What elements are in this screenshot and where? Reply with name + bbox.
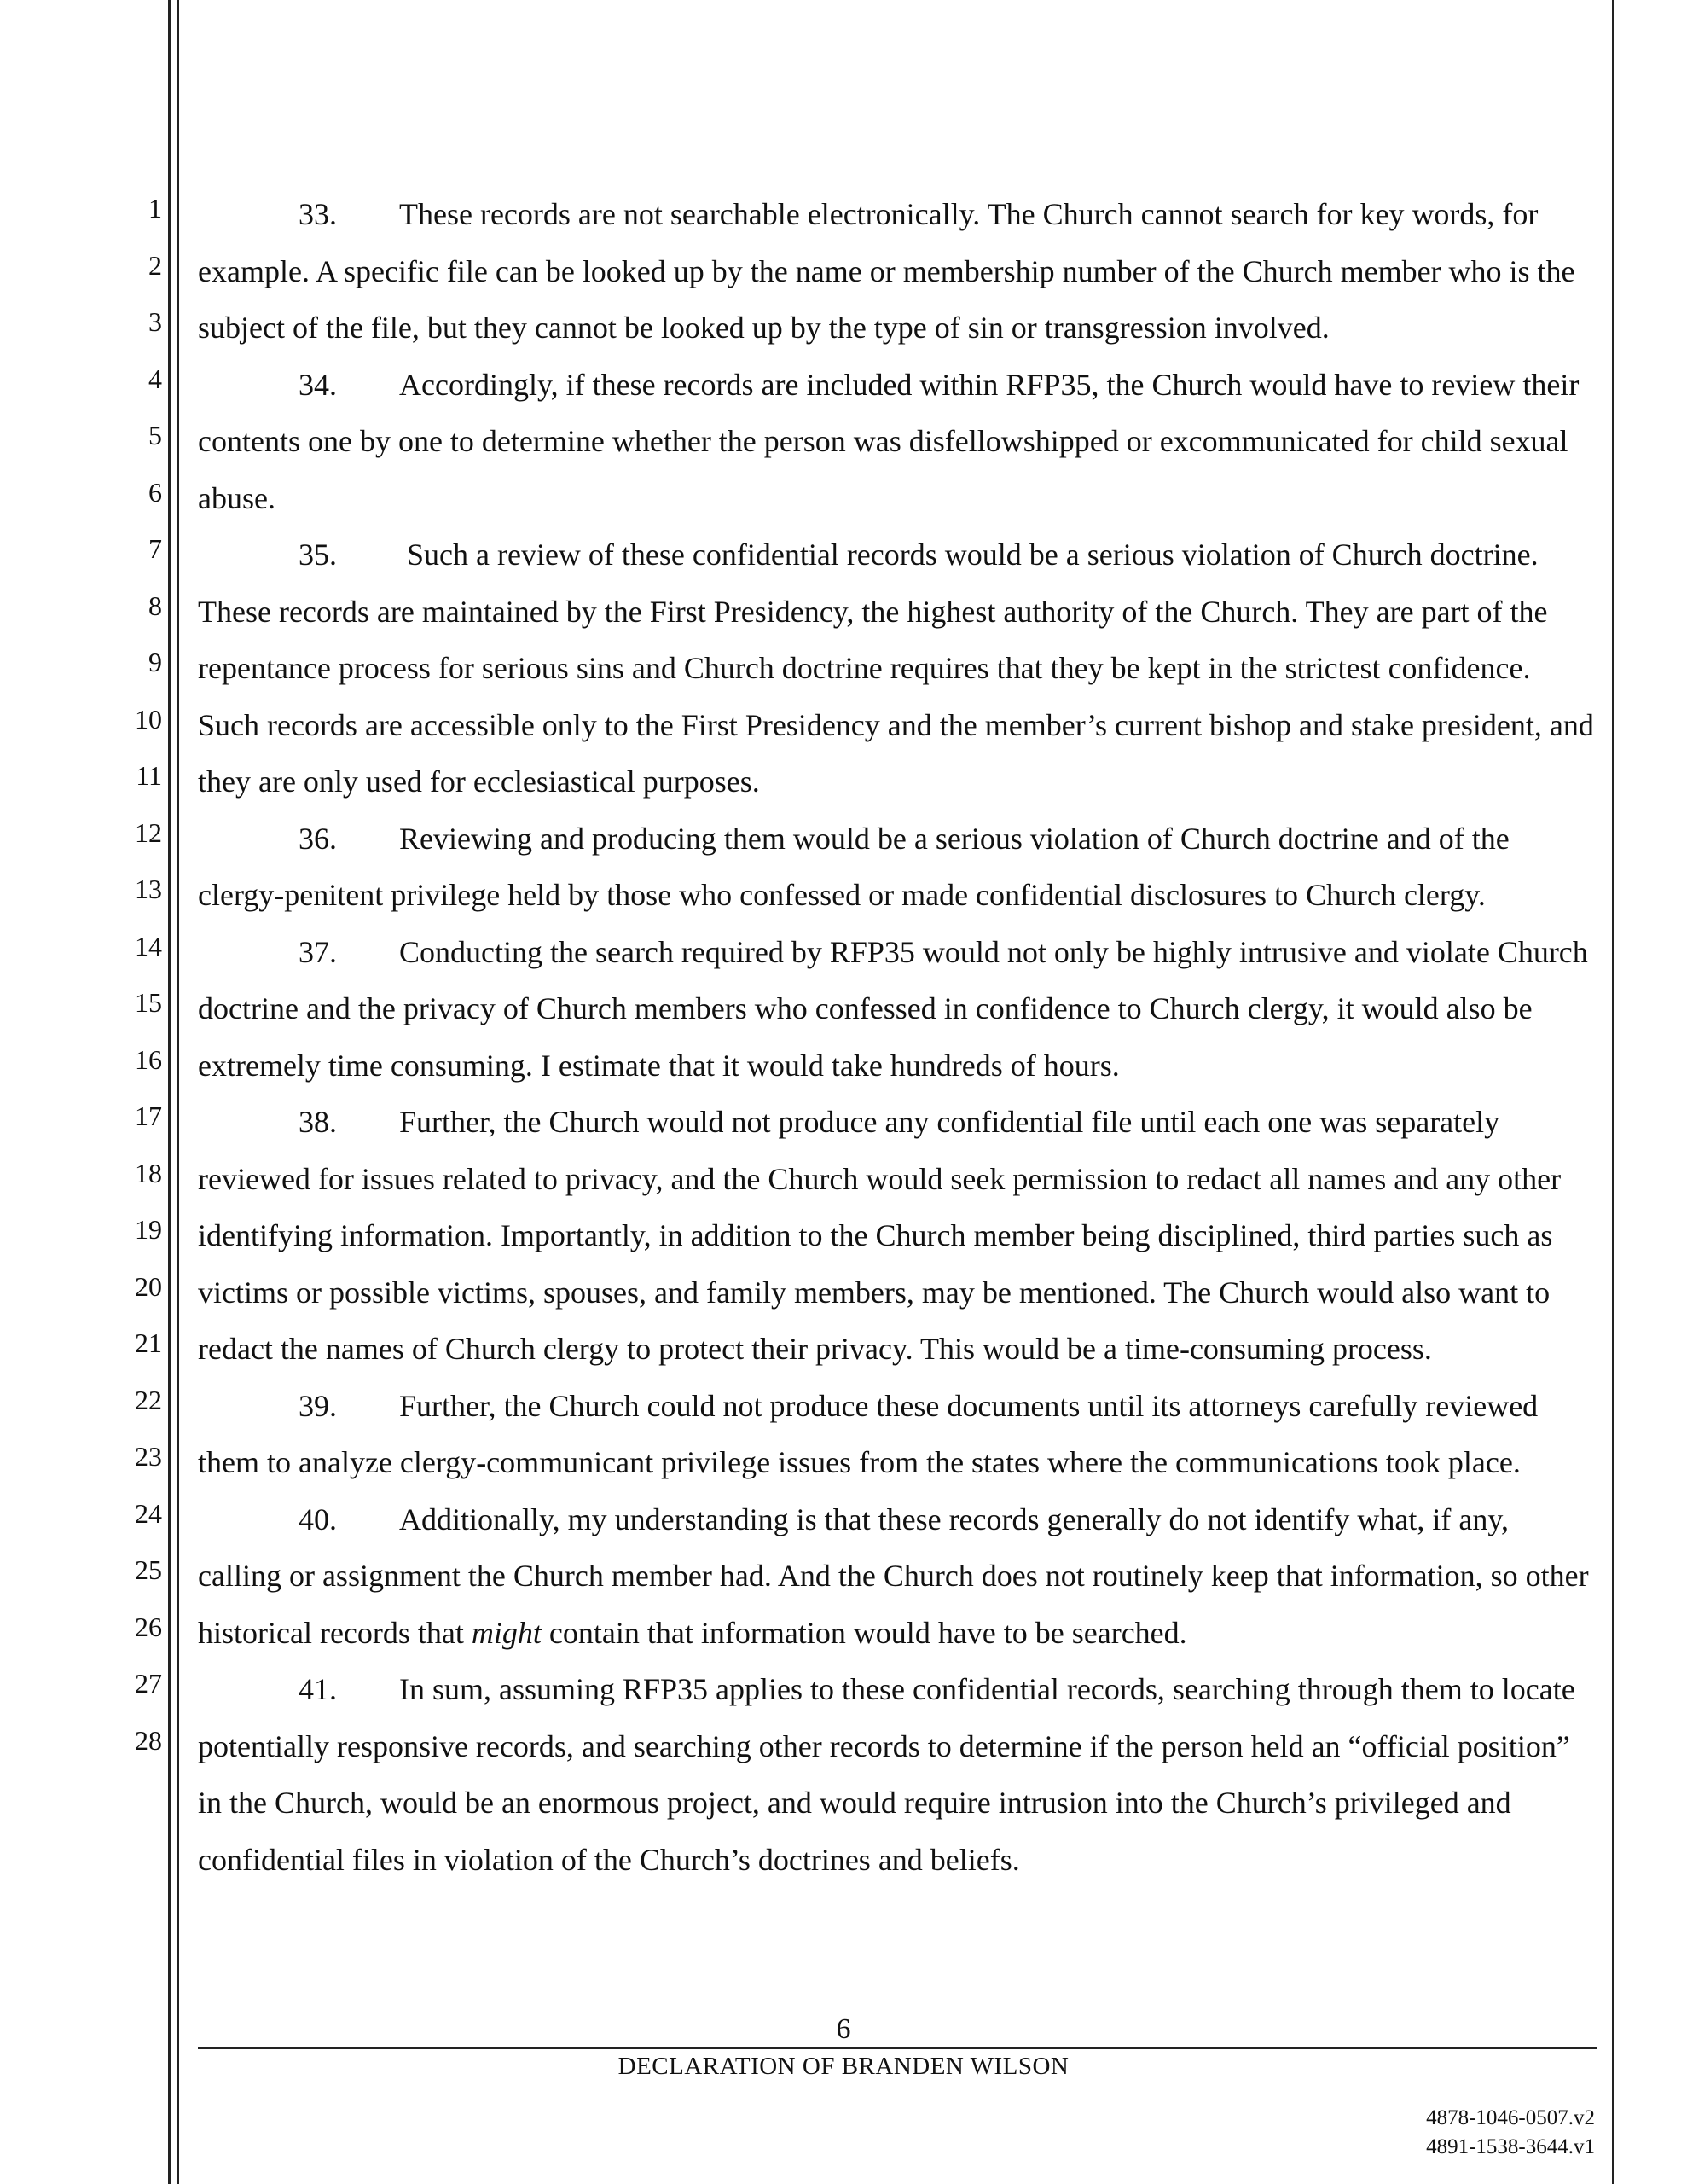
line-number: 23 (135, 1441, 162, 1472)
line-number: 10 (135, 703, 162, 735)
line-number: 9 (148, 647, 162, 677)
document-body (198, 186, 1597, 1888)
paragraph-number: 36. (299, 821, 337, 856)
line-number: 14 (135, 930, 162, 961)
line-number: 18 (135, 1157, 162, 1188)
line-number: 11 (136, 760, 162, 791)
document-ids (1426, 2104, 1595, 2162)
paragraph-number: 40. (299, 1502, 337, 1536)
paragraph-text: Conducting the search required by RFP35 would not only be highly intrusive and violate Church doctrine and the privacy of Church members who confessed in confidence to Church clergy, it would also be extremely time consuming. I estimate that it would take hundreds of hours. (198, 934, 1588, 1083)
line-number: 6 (148, 476, 162, 508)
page-number: 6 (836, 2013, 851, 2045)
paragraph-41 (198, 1661, 1597, 1888)
paragraph-38 (198, 1094, 1597, 1378)
line-number: 8 (148, 590, 162, 621)
paragraph-number: 39. (299, 1388, 337, 1423)
paragraph-text: Accordingly, if these records are included within RFP35, the Church would have to review their contents one by one to determine whether the person was disfellowshipped or excommunicated for child sexual abuse. (198, 367, 1580, 515)
line-number: 22 (135, 1384, 162, 1415)
left-margin-rule-outer (168, 0, 171, 2184)
footer-divider (198, 2048, 1597, 2049)
line-number: 2 (148, 249, 162, 281)
line-number: 20 (135, 1270, 162, 1302)
footer-title: DECLARATION OF BRANDEN WILSON (617, 2053, 1070, 2080)
line-number: 19 (135, 1214, 162, 1245)
paragraph-number: 41. (299, 1672, 337, 1706)
paragraph-text: Further, the Church could not produce these documents until its attorneys carefully reviewed them to analyze clergy-communicant privilege issues from the states where the communications took place. (198, 1388, 1539, 1479)
line-number: 17 (135, 1101, 162, 1131)
paragraph-35 (198, 526, 1597, 810)
paragraph-text: Such a review of these confidential records would be a serious violation of Church doctrine. These records are maintained by the First Presidency, the highest authority of the Church. They are part of the repentance process for serious sins and Church doctrine requires that they be kept in the strictest confidence. Such records are accessible only to the First Presidency and the member’s current bishop and stake president, and they are only used for ecclesiastical purposes. (198, 537, 1594, 799)
line-number: 27 (135, 1668, 162, 1699)
left-margin-rule-inner (177, 0, 179, 2184)
document-id: 4891-1538-3644.v1 (1426, 2135, 1595, 2158)
paragraph-40 (198, 1491, 1597, 1662)
paragraph-number: 38. (299, 1105, 337, 1139)
paragraph-text: Further, the Church would not produce any confidential file until each one was separately reviewed for issues related to privacy, and the Church would seek permission to redact all names and any other identifying information. Importantly, in addition to the Church member being disciplined, third parties such as victims or possible victims, spouses, and family members, may be mentioned. The Church would also want to redact the names of Church clergy to protect their privacy. This would be a time-consuming process. (198, 1105, 1562, 1366)
right-margin-rule (1612, 0, 1614, 2184)
line-number: 12 (135, 816, 162, 848)
line-number: 21 (135, 1327, 162, 1358)
line-number: 28 (135, 1724, 162, 1756)
line-number: 7 (148, 533, 162, 564)
line-number: 5 (148, 420, 162, 450)
paragraph-text: Additionally, my understanding is that these records generally do not identify what, if any, calling or assignment the Church member had. And the Church does not routinely keep that information, so other historical records that (198, 1502, 1589, 1650)
paragraph-text: Reviewing and producing them would be a serious violation of Church doctrine and of the clergy-penitent privilege held by those who confessed or made confidential disclosures to Church clergy. (198, 821, 1510, 912)
paragraph-33 (198, 186, 1597, 357)
paragraph-37 (198, 924, 1597, 1095)
line-number: 25 (135, 1554, 162, 1585)
paragraph-text-end: contain that information would have to be searched. (541, 1615, 1187, 1650)
paragraph-text: In sum, assuming RFP35 applies to these confidential records, searching through them to locate potentially responsive records, and searching other records to determine if the person held an “official position” in the Church, would be an enormous project, and would require intrusion into the Church’s privileged and confidential files in violation of the Church’s doctrines and beliefs. (198, 1672, 1575, 1877)
line-number: 26 (135, 1611, 162, 1642)
paragraph-39 (198, 1378, 1597, 1491)
line-number: 15 (135, 987, 162, 1018)
line-number: 4 (148, 363, 162, 394)
paragraph-number: 35. (299, 537, 337, 572)
line-number: 16 (135, 1043, 162, 1075)
line-number: 24 (135, 1497, 162, 1529)
paragraph-number: 37. (299, 934, 337, 969)
document-id: 4878-1046-0507.v2 (1426, 2106, 1595, 2129)
paragraph-number: 34. (299, 367, 337, 402)
paragraph-34 (198, 357, 1597, 527)
line-number: 13 (135, 874, 162, 904)
paragraph-text: These records are not searchable electronically. The Church cannot search for key words, for example. A specific file can be looked up by the name or membership number of the Church member who is the subject of the file, but they cannot be looked up by the type of sin or transgression involved. (198, 197, 1575, 345)
line-number: 1 (148, 193, 162, 224)
line-number: 3 (148, 306, 162, 337)
paragraph-number: 33. (299, 197, 337, 231)
paragraph-36 (198, 810, 1597, 924)
emphasized-word: might (471, 1615, 542, 1650)
